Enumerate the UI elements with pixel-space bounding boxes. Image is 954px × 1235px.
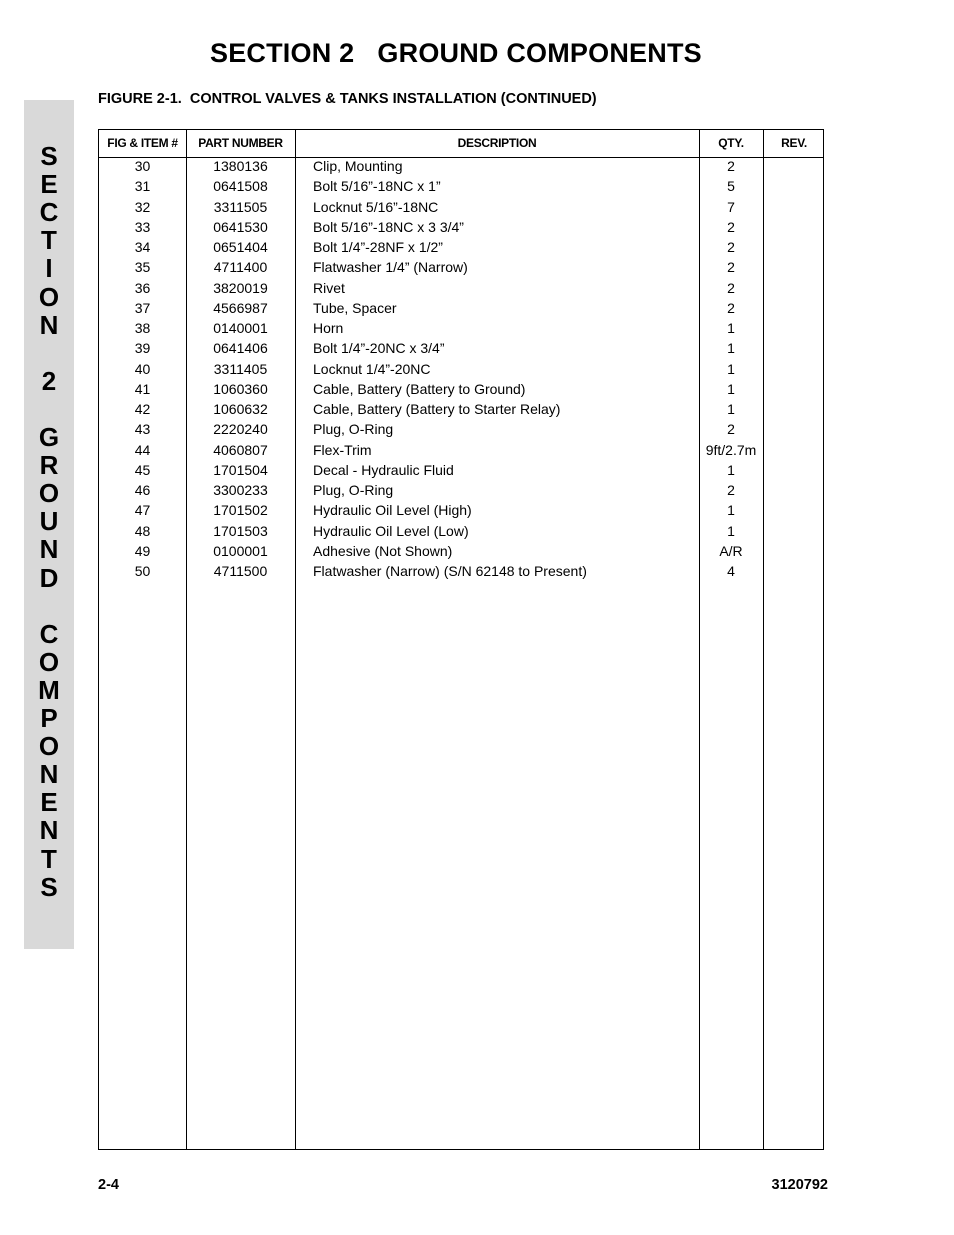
- description-cell: Rivet: [313, 279, 345, 296]
- qty-cell: 2: [727, 482, 735, 498]
- description-cell: Tube, Spacer: [313, 299, 397, 316]
- qty-cell: 9ft/2.7m: [705, 441, 757, 458]
- qty-cell: 7: [727, 198, 735, 215]
- item-number-cell: 36: [134, 279, 151, 296]
- description-cell: Bolt 5/16”-18NC x 3 3/4”: [313, 218, 464, 235]
- qty-cell: 5: [727, 178, 735, 195]
- side-tab-letter: M: [38, 674, 60, 705]
- side-tab-letter: E: [40, 169, 58, 200]
- part-number-cell: 4711500: [213, 563, 268, 579]
- description-cell: Plug, O-Ring: [313, 421, 394, 438]
- col-header-part-number: PART NUMBER: [198, 136, 283, 150]
- document-number: 3120792: [771, 1177, 828, 1193]
- qty-cell: 2: [727, 421, 735, 438]
- qty-cell: A/R: [719, 542, 743, 559]
- part-number-cell: 3311405: [213, 360, 268, 377]
- qty-cell: 4: [727, 563, 735, 579]
- table-row: [99, 298, 823, 318]
- col-header-rev: REV.: [781, 136, 807, 150]
- side-tab-letter: O: [38, 731, 60, 762]
- table-row: [99, 541, 823, 561]
- side-tab-letter: O: [38, 281, 60, 312]
- side-tab-letter: E: [40, 787, 58, 818]
- part-number-cell: 1060360: [213, 380, 268, 397]
- item-number-cell: 35: [134, 259, 151, 276]
- side-tab-letter: N: [39, 815, 59, 846]
- description-cell: Decal - Hydraulic Fluid: [313, 461, 454, 478]
- side-tab-letter: C: [39, 197, 59, 228]
- side-tab-letter: 2: [41, 365, 57, 396]
- qty-cell: 1: [727, 461, 735, 478]
- item-number-cell: 42: [134, 401, 151, 417]
- item-number-cell: 39: [134, 340, 151, 357]
- item-number-cell: 41: [134, 380, 151, 397]
- table-row: [99, 521, 823, 541]
- page-number: 2-4: [98, 1177, 119, 1193]
- description-cell: Locknut 1/4”-20NC: [313, 360, 431, 377]
- part-number-cell: 0641406: [213, 340, 268, 357]
- table-row: [99, 419, 823, 439]
- qty-cell: 2: [727, 279, 735, 296]
- part-number-cell: 4566987: [213, 299, 268, 316]
- description-cell: Cable, Battery (Battery to Ground): [313, 380, 526, 397]
- table-row: [99, 440, 823, 460]
- side-tab-letter: N: [39, 309, 59, 340]
- description-cell: Hydraulic Oil Level (Low): [313, 522, 469, 539]
- side-tab-letter: N: [39, 759, 59, 790]
- item-number-cell: 34: [134, 239, 151, 255]
- item-number-cell: 30: [134, 158, 151, 174]
- qty-cell: 1: [727, 380, 735, 397]
- table-row: [99, 278, 823, 298]
- description-cell: Adhesive (Not Shown): [313, 542, 453, 559]
- part-number-cell: 3820019: [213, 279, 268, 296]
- item-number-cell: 33: [134, 218, 151, 235]
- item-number-cell: 44: [134, 441, 151, 458]
- qty-cell: 1: [727, 360, 735, 377]
- section-side-tab: [24, 100, 74, 949]
- side-tab-letter: N: [39, 534, 59, 565]
- table-row: [99, 197, 823, 217]
- qty-cell: 1: [727, 320, 735, 336]
- item-number-cell: 43: [134, 421, 151, 438]
- part-number-cell: 0641508: [213, 178, 268, 195]
- part-number-cell: 1701502: [213, 502, 268, 519]
- item-number-cell: 49: [134, 542, 151, 559]
- side-tab-letter: T: [41, 225, 57, 256]
- description-cell: Flex-Trim: [313, 441, 372, 458]
- part-number-cell: 0651404: [213, 239, 268, 255]
- part-number-cell: 0140001: [213, 320, 268, 336]
- part-number-cell: 0100001: [213, 542, 268, 559]
- table-row: [99, 257, 823, 277]
- qty-cell: 2: [727, 158, 735, 174]
- item-number-cell: 32: [134, 198, 151, 215]
- item-number-cell: 47: [134, 502, 151, 519]
- qty-cell: 2: [727, 299, 735, 316]
- part-number-cell: 0641530: [213, 218, 268, 235]
- side-tab-letter: O: [38, 478, 60, 509]
- table-row: [99, 338, 823, 358]
- description-cell: Flatwasher 1/4” (Narrow): [313, 259, 468, 276]
- table-row: [99, 379, 823, 399]
- description-cell: Flatwasher (Narrow) (S/N 62148 to Present): [313, 563, 587, 579]
- qty-cell: 1: [727, 340, 735, 357]
- side-tab-letter: R: [39, 450, 59, 481]
- description-cell: Cable, Battery (Battery to Starter Relay): [313, 401, 561, 417]
- item-number-cell: 40: [134, 360, 151, 377]
- part-number-cell: 4711400: [213, 259, 268, 276]
- col-header-description: DESCRIPTION: [457, 136, 537, 150]
- table-row: [99, 500, 823, 520]
- col-header-item: FIG & ITEM #: [107, 136, 178, 150]
- part-number-cell: 1060632: [213, 401, 268, 417]
- table-row: [99, 460, 823, 480]
- description-cell: Bolt 1/4”-20NC x 3/4”: [313, 340, 445, 357]
- qty-cell: 1: [727, 522, 735, 539]
- side-tab-letter: O: [38, 646, 60, 677]
- part-number-cell: 1701504: [213, 461, 268, 478]
- table-row: [99, 480, 823, 500]
- side-tab-letter: D: [39, 562, 59, 593]
- side-tab-letter: S: [40, 141, 58, 171]
- item-number-cell: 37: [134, 299, 151, 316]
- part-number-cell: 1701503: [213, 522, 268, 539]
- figure-title: FIGURE 2-1. CONTROL VALVES & TANKS INSTALLATION (CONTINUED): [98, 91, 597, 107]
- item-number-cell: 31: [134, 178, 151, 195]
- qty-cell: 1: [727, 401, 735, 417]
- item-number-cell: 48: [134, 522, 151, 539]
- side-tab-letter: S: [40, 871, 58, 902]
- col-header-qty: QTY.: [718, 136, 744, 150]
- part-number-cell: 2220240: [213, 421, 268, 438]
- side-tab-letter: T: [41, 843, 57, 874]
- parts-table: [98, 129, 824, 1150]
- side-tab-letter: C: [39, 618, 59, 649]
- item-number-cell: 50: [134, 563, 151, 579]
- side-tab-letter: I: [45, 253, 53, 284]
- qty-cell: 1: [727, 502, 735, 519]
- description-cell: Clip, Mounting: [313, 158, 403, 174]
- description-cell: Locknut 5/16”-18NC: [313, 198, 439, 215]
- section-title: SECTION 2 GROUND COMPONENTS: [210, 38, 702, 68]
- side-tab-letter: G: [38, 422, 60, 452]
- table-row: [99, 359, 823, 379]
- table-row: [99, 561, 823, 581]
- table-row: [99, 176, 823, 196]
- part-number-cell: 4060807: [213, 441, 268, 458]
- table-row: [99, 318, 823, 338]
- side-tab-letter: U: [39, 506, 59, 537]
- part-number-cell: 3300233: [213, 482, 268, 498]
- description-cell: Bolt 5/16”-18NC x 1”: [313, 178, 441, 195]
- part-number-cell: 1380136: [213, 158, 268, 174]
- item-number-cell: 45: [134, 461, 151, 478]
- table-row: [99, 237, 823, 257]
- side-tab-letter: P: [40, 703, 58, 733]
- description-cell: Hydraulic Oil Level (High): [313, 502, 472, 519]
- table-row: [99, 399, 823, 419]
- table-row: [99, 156, 823, 176]
- qty-cell: 2: [727, 218, 735, 235]
- table-row: [99, 217, 823, 237]
- item-number-cell: 38: [134, 320, 151, 336]
- description-cell: Bolt 1/4”-28NF x 1/2”: [313, 239, 443, 255]
- qty-cell: 2: [727, 259, 735, 276]
- part-number-cell: 3311505: [213, 198, 268, 215]
- description-cell: Plug, O-Ring: [313, 482, 394, 498]
- item-number-cell: 46: [134, 482, 151, 498]
- table-header: [99, 130, 823, 158]
- qty-cell: 2: [727, 239, 735, 255]
- description-cell: Horn: [313, 320, 344, 336]
